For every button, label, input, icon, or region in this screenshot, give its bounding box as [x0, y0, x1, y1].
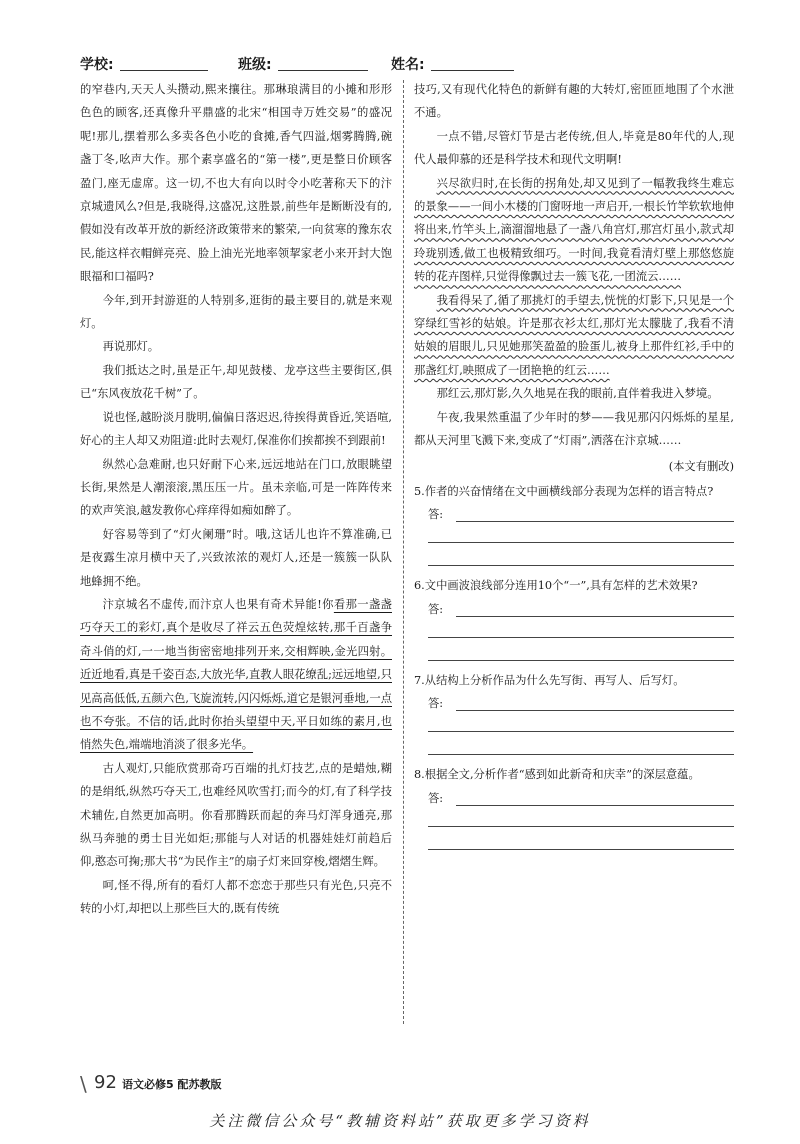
book-title: 语文必修5 配苏教版 [122, 1078, 222, 1091]
left-paragraph-10: 呵,怪不得,所有的看灯人都不恋恋于那些只有光色,只亮不转的小灯,却把以上那些巨大的,既有传统 [80, 878, 392, 916]
column-divider [403, 80, 404, 1024]
question-5 [414, 480, 734, 572]
wavy-underlined-passage-2: 我看得呆了,循了那挑灯的手望去,恍恍的灯影下,只见是一个穿绿红雪衫的姑娘。许是那衣衫太红,那灯光太朦胧了,我看不清姑娘的眉眼儿,只见她那笑盈盈的脸蛋儿,被身上那件红衫,手中的那盏红灯,映照成了一团艳艳的红云…… [414, 293, 734, 377]
question-7-text: 7.从结构上分析作品为什么先写街、再写人、后写灯。 [414, 673, 685, 687]
answer-blank-line[interactable] [414, 526, 734, 549]
class-blank[interactable] [278, 70, 368, 71]
left-paragraph-9: 古人观灯,只能欣赏那奇巧百端的扎灯技艺,点的是蜡烛,糊的是绢纸,纵然巧夺天工,也难经风吹雪打;而今的灯,有了科学技术辅佐,自然更加高明。你看那腾跃而起的奔马灯浑身通亮,那纵马奔驰的勇士目光如炬;那能与人对话的机器娃娃灯前趋后仰,憨态可掬;那大书“为民作主”的扇子灯来回穿梭,熠熠生辉。 [80, 761, 392, 869]
school-label: 学校: [80, 57, 114, 73]
right-paragraph-6: 午夜,我果然重温了少年时的梦——我见那闪闪烁烁的星星,都从天河里飞溅下来,变成了“灯雨”,洒落在汴京城…… [414, 410, 734, 448]
left-paragraph-5: 说也怪,越盼淡月胧明,偏偏日落迟迟,待挨得黄昏近,笑语喧,好心的主人却又劝阻道:此时去观灯,保准你们挨都挨不到跟前! [80, 410, 392, 448]
wavy-underlined-passage-1: 兴尽欲归时,在长街的拐角处,却又见到了一幅教我终生难忘的景象——一间小木楼的门窗呀地一声启开,一根长竹竿软软地伸将出来,竹竿头上,滴溜溜地悬了一盏八角宫灯,那宫灯虽小,款式却玲珑别透,做工也极精致细巧。一时间,我竟看清灯壁上那悠悠旋转的花卉图样,只觉得像飘过去一簇飞花,一团流云…… [414, 176, 734, 284]
answer-label: 答: [428, 508, 444, 522]
answer-blank-line[interactable] [414, 738, 734, 761]
page-number: 92 [94, 1072, 117, 1093]
answer-label: 答: [428, 791, 444, 805]
promo-banner: 关注微信公众号“教辅资料站”获取更多学习资料 [209, 1112, 591, 1130]
right-paragraph-2: 一点不错,尽管灯节是古老传统,但人,毕竟是80年代的人,现代人最仰慕的还是科学技术和现代文明啊! [414, 129, 734, 167]
left-paragraph-6: 纵然心急难耐,也只好耐下心来,远远地站在门口,放眼眺望长街,果然是人潮滚滚,黑压压一片。虽未亲临,可是一阵阵传来的欢声笑浪,越发教你心痒痒得如痴如醉了。 [80, 457, 392, 518]
answer-blank-line[interactable] [414, 833, 734, 856]
left-paragraph-2: 今年,到开封游逛的人特别多,逛街的最主要目的,就是来观灯。 [80, 293, 392, 331]
question-8 [414, 763, 734, 855]
right-paragraph-1: 技巧,又有现代化特色的新鲜有趣的大转灯,密匝匝地围了个水泄不通。 [414, 83, 734, 120]
right-paragraph-4 [414, 289, 734, 383]
left-column [80, 78, 392, 921]
question-8-text: 8.根据全文,分析作者“感到如此新奇和庆幸”的深层意蕴。 [414, 768, 700, 782]
underlined-passage: 看那一盏盏巧夺天工的彩灯,真个是收尽了祥云五色荧煌炫转,那千百盏争奇斗俏的灯,一一地当街密密地排列开来,交相辉映,金光四射。近近地看,真是千姿百态,大放光华,直教人眼花缭乱;远远地望,只见高高低低,五颜六色,飞旋流转,闪闪烁烁,道它是银河垂地,一点也不夸张。不信的话,此时你抬头望望中天,平日如练的素月,也悄然失色,端端地消淡了很多光华。 [80, 597, 392, 752]
name-label: 姓名: [391, 57, 425, 73]
question-6-answer-line[interactable] [414, 598, 734, 621]
answer-blank-line[interactable] [414, 810, 734, 833]
question-7 [414, 669, 734, 761]
question-6 [414, 574, 734, 666]
left-paragraph-1: 的窄巷内,天天人头攒动,熙来攘往。那琳琅满目的小摊和形形色色的顾客,还真像升平鼎盛的北宋“相国寺万姓交易”的盛况呢!那儿,摆着那么多卖各色小吃的食摊,香气四溢,烟雾腾腾,碗盏丁冬,吆声大作。那个素享盛名的“第一楼”,更是整日价顾客盈门,座无虚席。这一切,不也大有向以时令小吃著称天下的汴京城遗风么?但是,我晓得,这盛况,这胜景,前些年是断断没有的,假如没有改革开放的新经济政策带来的繁荣,一向贫寒的豫东农民,能这样衣帽鲜亮亮、脸上油光光地率领挈家老小来开封大饱眼福和口福吗? [80, 83, 392, 284]
name-blank[interactable] [431, 70, 514, 71]
answer-blank-line[interactable] [414, 549, 734, 572]
class-label: 班级: [238, 57, 272, 73]
footer-slash-icon: \ [80, 1072, 87, 1096]
school-blank[interactable] [120, 70, 208, 71]
left-paragraph-8 [80, 593, 392, 757]
paragraph-8-plain-text: 汴京城名不虚传,而汴京人也果有奇术异能!你 [102, 597, 334, 611]
student-info-header [80, 52, 740, 76]
question-8-answer-line[interactable] [414, 787, 734, 810]
answer-label: 答: [428, 697, 444, 711]
question-5-answer-line[interactable] [414, 503, 734, 526]
answer-label: 答: [428, 602, 444, 616]
right-paragraph-3 [414, 172, 734, 289]
question-5-text: 5.作者的兴奋情绪在文中画横线部分表现为怎样的语言特点? [414, 484, 714, 498]
left-paragraph-7: 好容易等到了“灯火阑珊”时。哦,这话儿也许不算准确,已是夜露生凉月横中天了,兴致浓浓的观灯人,还是一簇簇一队队地蜂拥不绝。 [80, 527, 392, 588]
left-paragraph-3: 再说那灯。 [102, 340, 160, 354]
answer-blank-line[interactable] [414, 715, 734, 738]
abridged-note: (本文有删改) [668, 459, 734, 473]
answer-blank-line[interactable] [414, 644, 734, 667]
question-7-answer-line[interactable] [414, 692, 734, 715]
answer-blank-line[interactable] [414, 621, 734, 644]
question-6-text: 6.文中画波浪线部分连用10个“一”,具有怎样的艺术效果? [414, 579, 698, 593]
right-column [414, 78, 734, 856]
left-paragraph-4: 我们抵达之时,虽是正午,却见鼓楼、龙亭这些主要街区,俱已“东风夜放花千树”了。 [80, 363, 392, 401]
right-paragraph-5: 那红云,那灯影,久久地晃在我的眼前,直伴着我进入梦境。 [436, 387, 719, 401]
